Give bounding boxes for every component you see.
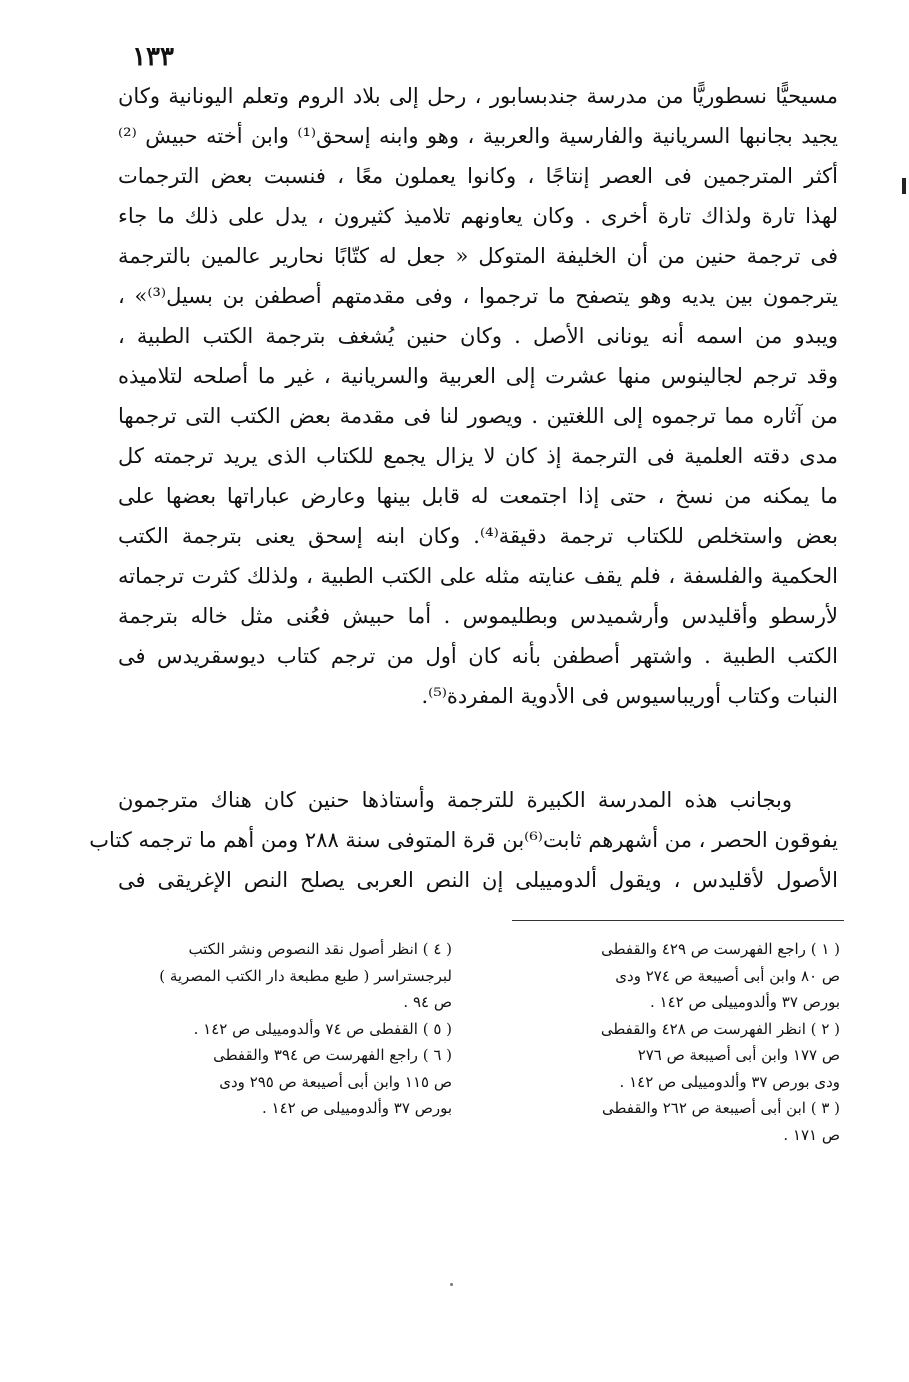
text-line: ويبدو من اسمه أنه يونانى الأصل . وكان حنين يُشغف بترجمة الكتب الطبية ، (118, 324, 838, 348)
footnote-line: ص ١١٥ وابن أبى أصيبعة ص ٢٩٥ ودى (219, 1072, 452, 1091)
text-line: الأصول لأقليدس ، ويقول ألدومييلى إن النص العربى يصلح النص الإغريقى فى (118, 868, 838, 892)
footnote-line: ( ٥ ) القفطى ص ٧٤ وألدومييلى ص ١٤٢ . (193, 1019, 452, 1038)
text-line: يفوقون الحصر ، من أشهرهم ثابت⁽⁶⁾بن قرة المتوفى سنة ٢٨٨ ومن أهم ما ترجمه كتاب (89, 828, 838, 852)
footnote-line: بورص ٣٧ وألدومييلى ص ١٤٢ . (649, 993, 840, 1011)
footnote-line: ( ٦ ) راجع الفهرست ص ٣٩٤ والقفطى (213, 1046, 452, 1064)
footnote-line: ودى بورص ٣٧ وألدومييلى ص ١٤٢ . (619, 1072, 840, 1091)
text-line: وبجانب هذه المدرسة الكبيرة للترجمة وأستاذها حنين كان هناك مترجمون (118, 788, 792, 812)
text-line: الكتب الطبية . واشتهر أصطفن بأنه كان أول من ترجم كتاب ديوسقريدس فى (118, 644, 838, 668)
footnote-line: بورص ٣٧ وألدومييلى ص ١٤٢ . (261, 1099, 452, 1117)
text-line: لأرسطو وأقليدس وأرشميدس وبطليموس . أما حبيش فعُنى مثل خاله بترجمة (118, 604, 838, 628)
text-line: يترجمون بين يديه وهو يتصفح ما ترجموا ، وفى مقدمتهم أصطفن بن بسيل⁽³⁾» ، (118, 284, 838, 308)
text-line: مدى دقته العلمية فى الترجمة إذ كان لا يزال يجمع للكتاب الذى يريد ترجمته كل (118, 444, 838, 468)
footnote-line: ص ٨٠ وابن أبى أصيبعة ص ٢٧٤ ودى (615, 966, 840, 985)
footnote-divider (512, 920, 844, 921)
text-line: وقد ترجم لجالينوس منها عشرت إلى العربية والسريانية ، غير ما أصلحه لتلاميذه (118, 364, 838, 388)
paragraph-1 (118, 76, 838, 716)
footnote-line: ( ١ ) راجع الفهرست ص ٤٢٩ والقفطى (601, 940, 840, 958)
text-line: ما يمكنه من نسخ ، حتى إذا اجتمعت له قابل بينها وعارض عباراتها بعضها على (118, 484, 838, 508)
text-line: فى ترجمة حنين من أن الخليفة المتوكل « جعل له كتّابًا نحارير عالمين بالترجمة (118, 244, 838, 268)
footnote-line: ص ١٧١ . (783, 1125, 840, 1144)
footnote-line: ص ١٧٧ وابن أبى أصيبعة ص ٢٧٦ (637, 1046, 840, 1064)
text-line: بعض واستخلص للكتاب ترجمة دقيقة⁽⁴⁾. وكان ابنه إسحق يعنى بترجمة الكتب (118, 524, 838, 548)
text-line: أكثر المترجمين فى العصر إنتاجًا ، وكانوا يعملون معًا ، فنسبت بعض الترجمات (118, 164, 838, 188)
text-line: النبات وكتاب أوريباسيوس فى الأدوية المفردة⁽⁵⁾. (421, 684, 838, 708)
text-line: يجيد بجانبها السريانية والفارسية والعربية ، وهو وابنه إسحق⁽¹⁾ وابن أخته حبيش ⁽²⁾ (118, 124, 838, 148)
margin-mark (902, 178, 906, 194)
text-line: من آثاره مما ترجموه إلى اللغتين . ويصور لنا فى مقدمة بعض الكتب التى ترجمها (118, 404, 838, 428)
text-line: مسيحيًّا نسطوريًّا من مدرسة جندبسابور ، رحل إلى بلاد الروم وتعلم اليونانية وكان (118, 84, 838, 108)
text-line: الحكمية والفلسفة ، فلم يقف عنايته مثله على الكتب الطبية ، ولذلك كثرت ترجماته (118, 564, 838, 588)
page-number: ١٣٣ (132, 42, 174, 72)
footnote-line: ( ٤ ) انظر أصول نقد النصوص ونشر الكتب (188, 940, 452, 958)
paragraph-2 (89, 780, 838, 900)
footnote-line: ص ٩٤ . (403, 993, 452, 1011)
footnote-line: ( ٢ ) انظر الفهرست ص ٤٢٨ والقفطى (600, 1019, 840, 1038)
text-line: لهذا تارة ولذاك تارة أخرى . وكان يعاونهم تلاميذ كثيرون ، يدل على ذلك ما جاء (118, 204, 838, 228)
footnote-line: لبرجستراسر ( طبع مطبعة دار الكتب المصرية ) (159, 966, 452, 985)
footnotes-left-column (152, 936, 452, 1122)
footnotes-right-column (540, 936, 840, 1148)
footnote-line: ( ٣ ) ابن أبى أصيبعة ص ٢٦٢ والقفطى (601, 1099, 840, 1117)
scan-speck (450, 1283, 453, 1286)
